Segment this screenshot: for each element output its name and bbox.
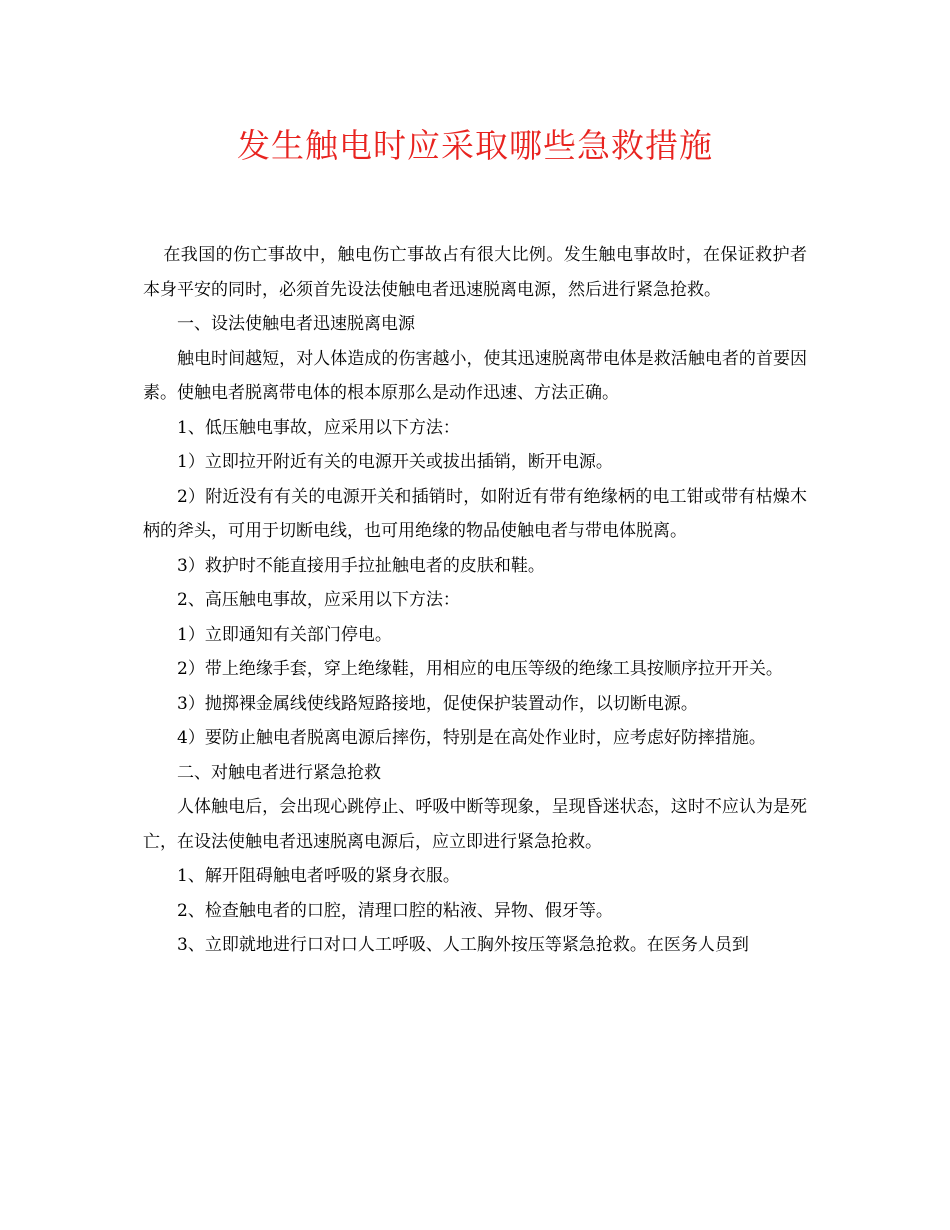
paragraph: 触电时间越短，对人体造成的伤害越小，使其迅速脱离带电体是救活触电者的首要因素。使触电者脱离带电体的根本原那么是动作迅速、方法正确。 [143, 348, 807, 403]
list-item: 1、解开阻碍触电者呼吸的紧身衣服。 [177, 866, 460, 886]
list-item: 3）抛掷裸金属线使线路短路接地，促使保护装置动作，以切断电源。 [177, 693, 698, 714]
list-item: 2、检查触电者的口腔，清理口腔的粘液、异物、假牙等。 [177, 900, 613, 921]
document-title: 发生触电时应采取哪些急救措施 [237, 126, 713, 165]
list-item: 2）带上绝缘手套，穿上绝缘鞋，用相应的电压等级的绝缘工具按顺序拉开开关。 [177, 659, 783, 679]
list-item: 3）救护时不能直接用手拉扯触电者的皮肤和鞋。 [177, 555, 545, 576]
paragraph: 人体触电后，会出现心跳停止、呼吸中断等现象，呈现昏迷状态，这时不应认为是死亡，在设法使触电者迅速脱离电源后，应立即进行紧急抢救。 [143, 797, 807, 852]
list-item: 4）要防止触电者脱离电源后摔伤，特别是在高处作业时，应考虑好防摔措施。 [177, 728, 766, 748]
paragraph-intro: 在我国的伤亡事故中，触电伤亡事故占有很大比例。发生触电事故时，在保证救护者本身平安的同时，必须首先设法使触电者迅速脱离电源，然后进行紧急抢救。 [143, 245, 807, 300]
document-body [143, 238, 807, 963]
subsection-heading-high-voltage: 2、高压触电事故，应采用以下方法： [177, 590, 460, 610]
list-item: 2）附近没有有关的电源开关和插销时，如附近有带有绝缘柄的电工钳或带有枯燥木柄的斧头，可用于切断电线，也可用绝缘的物品使触电者与带电体脱离。 [143, 486, 807, 541]
subsection-heading-low-voltage: 1、低压触电事故，应采用以下方法： [177, 417, 460, 438]
section-heading-1: 一、设法使触电者迅速脱离电源 [177, 314, 415, 334]
list-item: 1）立即拉开附近有关的电源开关或拔出插销，断开电源。 [177, 452, 613, 472]
section-heading-2: 二、对触电者进行紧急抢救 [177, 762, 381, 783]
list-item: 1）立即通知有关部门停电。 [177, 624, 392, 645]
list-item: 3、立即就地进行口对口人工呼吸、人工胸外按压等紧急抢救。在医务人员到 [177, 935, 749, 955]
